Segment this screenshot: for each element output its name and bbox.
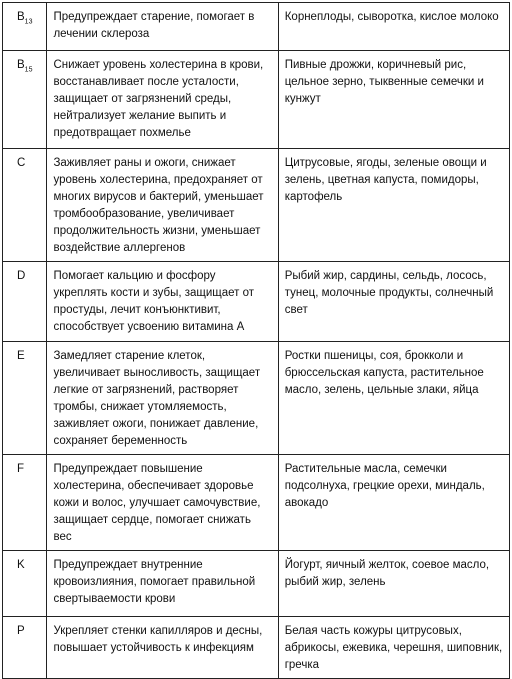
table-row <box>3 617 510 679</box>
vitamin-sources: Пивные дрожжи, коричневый рис, цельное зерно, тыквенные семечки и кунжут <box>278 51 509 149</box>
vitamin-sources: Белая часть кожуры цитрусовых, абрикосы, ежевика, черешня, шиповник, гречка <box>278 617 509 679</box>
vitamin-sources: Корнеплоды, сыворотка, кислое молоко <box>278 3 509 51</box>
vitamin-name-cell <box>3 342 47 455</box>
vitamin-name-cell <box>3 455 47 551</box>
vitamin-effect: Предупреждает внутренние кровоизлияния, помогает правильной свертываемости крови <box>47 551 278 617</box>
vitamin-effect: Замедляет старение клеток, увеличивает выносливость, защищает легкие от загрязнений, растворяет тромбы, снижает утомляемость, заживляет ожоги, понижает давление, сохраняет беременность <box>47 342 278 455</box>
vitamin-effect: Снижает уровень холестерина в крови, восстанавливает после усталости, защищает от загрязнений среды, нейтрализует желание выпить и предотвращает похмелье <box>47 51 278 149</box>
table-row <box>3 455 510 551</box>
vitamin-name: F <box>17 463 25 475</box>
table-row <box>3 342 510 455</box>
vitamin-name: B <box>17 11 25 23</box>
vitamin-effect: Заживляет раны и ожоги, снижает уровень холестерина, предохраняет от многих вирусов и бактерий, уменьшает тромбообразование, увеличивает продолжительность жизни, уменьшает воздействие аллергенов <box>47 149 278 262</box>
vitamin-name-cell <box>3 551 47 617</box>
vitamin-name: E <box>17 350 25 362</box>
vitamin-name: D <box>17 270 26 282</box>
vitamin-sources: Йогурт, яичный желток, соевое масло, рыбий жир, зелень <box>278 551 509 617</box>
vitamin-sources: Рыбий жир, сардины, сельдь, лосось, тунец, молочные продукты, солнечный свет <box>278 262 509 342</box>
vitamin-sources: Растительные масла, семечки подсолнуха, грецкие орехи, миндаль, авокадо <box>278 455 509 551</box>
vitamin-name-cell <box>3 149 47 262</box>
vitamin-name: C <box>17 157 26 169</box>
table-row <box>3 149 510 262</box>
vitamin-effect: Помогает кальцию и фосфору укреплять кости и зубы, защищает от простуды, лечит конъюнктивит, способствует усвоению витамина А <box>47 262 278 342</box>
table-row <box>3 551 510 617</box>
vitamin-name-cell <box>3 262 47 342</box>
table-row <box>3 3 510 51</box>
vitamin-sources: Цитрусовые, ягоды, зеленые овощи и зелень, цветная капуста, помидоры, картофель <box>278 149 509 262</box>
vitamin-name: B <box>17 59 25 71</box>
vitamin-effect: Предупреждает старение, помогает в лечении склероза <box>47 3 278 51</box>
table-row <box>3 51 510 149</box>
vitamin-name-cell <box>3 617 47 679</box>
vitamin-sources: Ростки пшеницы, соя, брокколи и брюссельская капуста, растительное масло, зелень, цельные злаки, яйца <box>278 342 509 455</box>
vitamin-name: K <box>17 559 25 571</box>
vitamin-name-cell <box>3 51 47 149</box>
vitamin-name: P <box>17 625 25 637</box>
vitamin-effect: Предупреждает повышение холестерина, обеспечивает здоровье кожи и волос, улучшает самочувствие, защищает сердце, помогает снижать вес <box>47 455 278 551</box>
vitamin-subscript: 13 <box>24 18 33 26</box>
vitamin-effect: Укрепляет стенки капилляров и десны, повышает устойчивость к инфекциям <box>47 617 278 679</box>
table-row <box>3 262 510 342</box>
vitamin-name-cell <box>3 3 47 51</box>
vitamin-subscript: 15 <box>24 66 33 74</box>
vitamin-table <box>2 2 510 679</box>
